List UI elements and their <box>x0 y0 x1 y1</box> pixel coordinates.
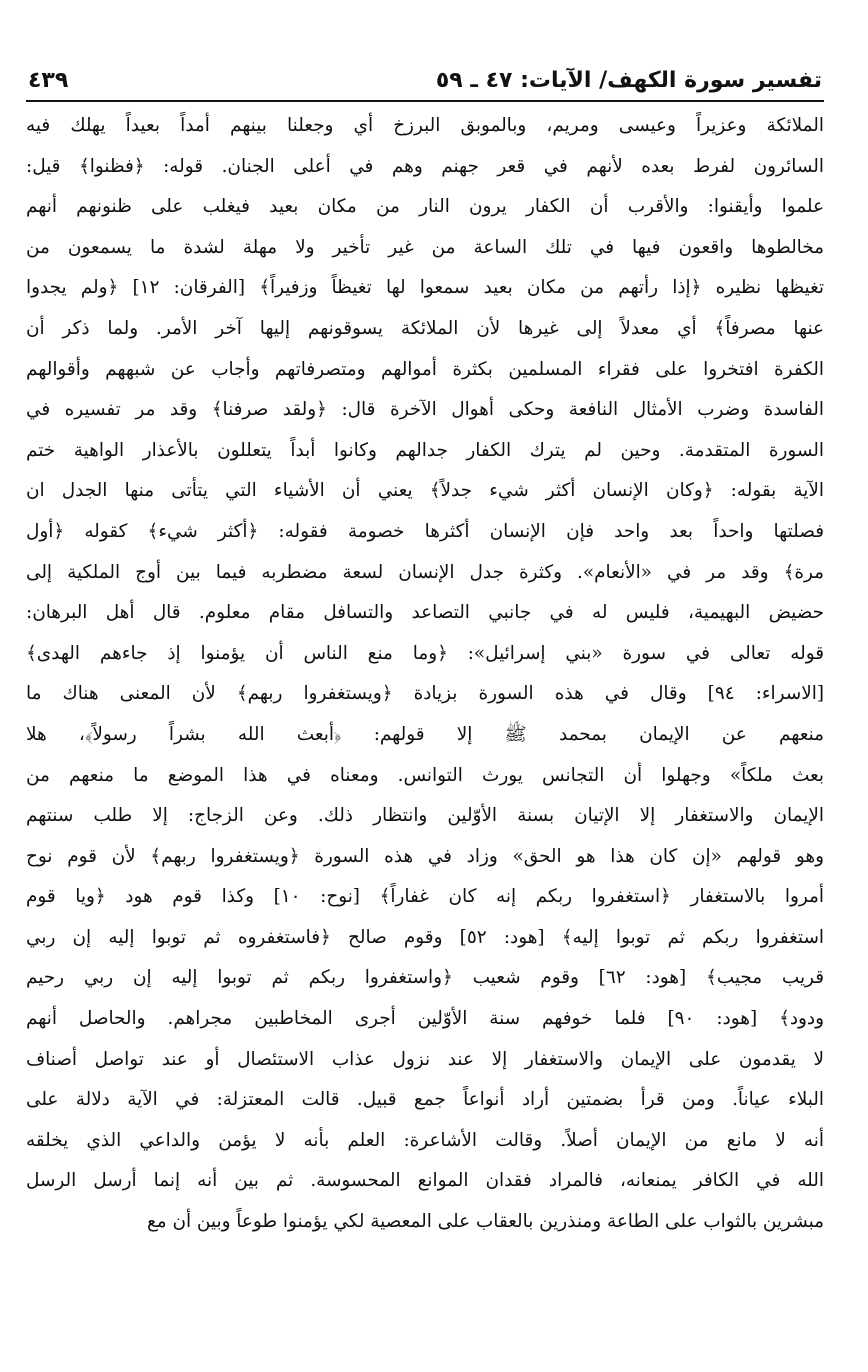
text-line: بعث ملكاً» وجهلوا أن التجانس يورث التوانس. ومعناه في هذا الموضع ما منعهم من <box>26 764 824 786</box>
text-line: قريب مجيب﴾ [هود: ٦٢] وقوم شعيب ﴿واستغفروا ربكم ثم توبوا إليه إن ربي رحيم <box>26 967 824 989</box>
text-line: وهو قولهم «إن كان هذا هو الحق» وزاد في هذه السورة ﴿ويستغفروا ربهم﴾ لأن قوم نوح <box>26 845 824 867</box>
text-line: الإيمان والاستغفار إلا الإتيان بسنة الأوّلين وانتظار ذلك. وعن الزجاج: إلا طلب سنتهم <box>26 805 824 827</box>
text-line: الكفرة افتخروا على فقراء المسلمين بكثرة أموالهم ومتصرفاتهم وأجاب عن شبههم وأقوالهم <box>26 358 824 380</box>
text-line: البلاء عياناً. ومن قرأ بضمتين أراد أنواعاً جمع قبيل. قالت المعتزلة: في الآية دلالة على <box>26 1089 824 1111</box>
text-line: قوله تعالى في سورة «بني إسرائيل»: ﴿وما منع الناس أن يؤمنوا إذ جاءهم الهدى﴾ <box>26 642 824 664</box>
text-line: السورة المتقدمة. وحين لم يترك الكفار جدالهم وكانوا أبداً يتعللون بالأعذار الواهية ختم <box>26 439 824 461</box>
text-line: منعهم عن الإيمان بمحمد ﷺ إلا قولهم: ﴿أبعث الله بشراً رسولاً﴾، هلا <box>26 723 824 745</box>
text-line: الملائكة وعزيراً وعيسى ومريم، وبالموبق البرزخ أي وجعلنا بينهم أمداً بعيداً يهلك فيه <box>26 115 824 136</box>
text-line: [الاسراء: ٩٤] وقال في هذه السورة بزيادة ﴿ويستغفروا ربهم﴾ لأن المعنى هناك ما <box>26 683 824 705</box>
running-header <box>28 62 822 96</box>
header-divider <box>26 100 824 102</box>
text-line: الآية بقوله: ﴿وكان الإنسان أكثر شيء جدلاً﴾ يعني أن الأشياء التي يتأتى منها الجدل ان <box>26 480 824 502</box>
text-line: مخالطوها واقعون فيها في تلك الساعة من غير تأخير ولا مهلة لشدة ما يسمعون من <box>26 236 824 258</box>
text-line: تغيظها نظيره ﴿إذا رأتهم من مكان بعيد سمعوا لها تغيظاً وزفيراً﴾ [الفرقان: ١٢] ﴿ولم يجدوا <box>26 277 824 299</box>
text-line: مبشرين بالثواب على الطاعة ومنذرين بالعقاب على المعصية لكي يؤمنوا طوعاً وبين أن مع <box>146 1211 824 1233</box>
body-text <box>26 106 824 1243</box>
header-title: تفسير سورة الكهف/ الآيات: ٤٧ ـ ٥٩ <box>435 68 822 93</box>
text-line: لا يقدمون على الإيمان والاستغفار إلا عند نزول عذاب الاستئصال أو عند تواصل أصناف <box>26 1048 824 1070</box>
text-line: مرة﴾ وقد مر في «الأنعام». وكثرة جدل الإنسان لسعة مضطربه فيما بين أوج الملكية إلى <box>26 561 824 583</box>
text-line: علموا وأيقنوا: والأقرب أن الكفار يرون النار من مكان بعيد فيغلب على ظنونهم أنهم <box>26 196 824 218</box>
text-line: استغفروا ربكم ثم توبوا إليه﴾ [هود: ٥٢] وقوم صالح ﴿فاستغفروه ثم توبوا إليه إن ربي <box>26 926 824 948</box>
text-line: ودود﴾ [هود: ٩٠] فلما خوفهم سنة الأوّلين أجرى المخاطبين مجراهم. والحاصل أنهم <box>26 1008 824 1030</box>
text-line: فصلتها واحداً بعد واحد فإن الإنسان أكثرها خصومة فقوله: ﴿أكثر شيء﴾ كقوله ﴿أول <box>26 520 824 542</box>
text-line: أنه لا مانع من الإيمان أصلاً. وقالت الأشاعرة: العلم بأنه لا يؤمن والداعي الذي يخلقه <box>26 1129 824 1151</box>
page-number: ٤٣٩ <box>28 68 69 93</box>
text-line: عنها مصرفاً﴾ أي معدلاً إلى غيرها لأن الملائكة يسوقونهم إليها آخر الأمر. ولما ذكر أن <box>26 317 824 339</box>
text-line: الفاسدة وضرب الأمثال النافعة وحكى أهوال الآخرة قال: ﴿ولقد صرفنا﴾ وقد مر تفسيره في <box>26 399 824 421</box>
text-line: الله في الكافر يمنعانه، فالمراد فقدان الموانع المحسوسة. ثم بين أنه إنما أرسل الرسل <box>26 1170 824 1192</box>
text-line: حضيض البهيمية، فليس له في جانبي التصاعد والتسافل مقام معلوم. قال أهل البرهان: <box>26 602 824 624</box>
text-line: أمروا بالاستغفار ﴿استغفروا ربكم إنه كان غفاراً﴾ [نوح: ١٠] وكذا قوم هود ﴿ويا قوم <box>26 886 824 908</box>
text-line: السائرون لفرط بعده لأنهم في قعر جهنم وهم في أعلى الجنان. قوله: ﴿فظنوا﴾ قيل: <box>26 155 824 177</box>
